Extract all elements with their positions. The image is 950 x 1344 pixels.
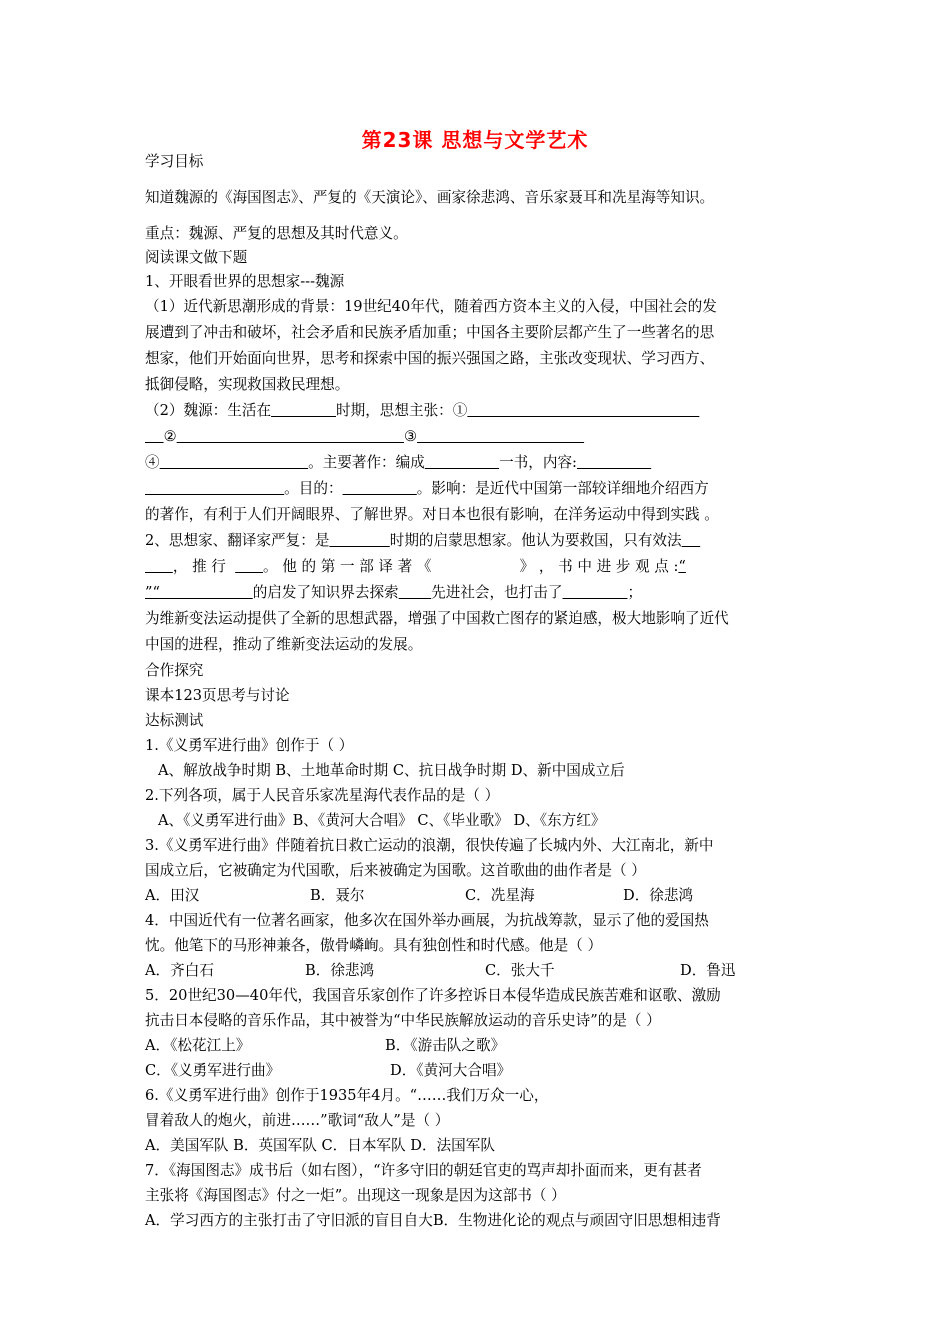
option-a: A．齐白石 <box>145 962 214 979</box>
question-stem: 抗击日本侵略的音乐作品，其中被誉为“中华民族解放运动的音乐史诗”的是（ ） <box>145 1012 661 1029</box>
text-segment: 。目的： <box>284 480 343 497</box>
fill-blank[interactable] <box>417 428 584 445</box>
fill-blank[interactable] <box>160 584 253 601</box>
fill-blank[interactable] <box>577 454 651 471</box>
q2-yanfu-line: 中国的进程，推动了维新变法运动的发展。 <box>145 636 423 653</box>
question-stem: 冒着敌人的炮火，前进……”歌词“敌人”是（ ） <box>145 1112 450 1129</box>
fill-blank[interactable] <box>235 558 263 575</box>
question-stem: 4．中国近代有一位著名画家，他多次在国外举办画展，为抗战筹款，显示了他的爱国热 <box>145 912 709 929</box>
q1-background-line: （1）近代新思潮形成的背景：19世纪40年代，随着西方资本主义的入侵，中国社会的发 <box>145 298 717 315</box>
question-stem: 国成立后，它被确定为代国歌，后来被确定为国歌。这首歌曲的曲作者是（ ） <box>145 862 646 879</box>
objectives-text: 知道魏源的《海国图志》、严复的《天演论》、画家徐悲鸿、音乐家聂耳和冼星海等知识。 <box>145 189 715 206</box>
text-segment: 一书，内容: <box>499 454 577 471</box>
option-a: A．《松花江上》 <box>145 1037 251 1054</box>
option-c: C．张大千 <box>485 962 555 979</box>
test-heading: 达标测试 <box>145 712 204 729</box>
question-stem: 3.《义勇军进行曲》伴随着抗日救亡运动的浪潮，很快传遍了长城内外、大江南北，新中 <box>145 837 714 854</box>
option-c: C．《义勇军进行曲》 <box>145 1062 281 1079</box>
q1-background-line: 抵御侵略，实现救国救民理想。 <box>145 376 350 393</box>
option-d: D．《黄河大合唱》 <box>390 1062 512 1079</box>
coop-text: 课本123页思考与讨论 <box>145 687 290 704</box>
option-a: A．田汉 <box>145 887 200 904</box>
option-b: B．聂尔 <box>310 887 365 904</box>
key-points: 重点：魏源、严复的思想及其时代意义。 <box>145 225 408 242</box>
fill-blank[interactable] <box>145 558 173 575</box>
fill-blank[interactable] <box>682 532 701 549</box>
text-segment: ② <box>163 428 177 445</box>
reading-heading: 阅读课文做下题 <box>145 249 248 266</box>
fill-blank[interactable] <box>343 480 417 497</box>
q1-weiyuan-line <box>145 453 815 473</box>
option-b: B．徐悲鸿 <box>305 962 375 979</box>
objectives-heading: 学习目标 <box>145 153 204 170</box>
question-stem: 5．20世纪30—40年代，我国音乐家创作了许多控诉日本侵华造成民族苦难和讴歌、激励 <box>145 987 721 1004</box>
q1-weiyuan-line: 的著作，有利于人们开阔眼界、了解世界。对日本也很有影响，在洋务运动中得到实践 。 <box>145 506 719 523</box>
question-stem: 忱。他笔下的马形神兼各，傲骨嶙峋。具有独创性和时代感。他是（ ） <box>145 937 603 954</box>
page-title: 第23课 思想与文学艺术 <box>361 128 589 152</box>
text-segment: ， 推 行 <box>172 558 226 575</box>
q1-weiyuan-line <box>145 401 815 421</box>
text-segment: ③ <box>403 428 418 445</box>
fill-blank[interactable] <box>145 428 164 445</box>
fill-blank[interactable] <box>145 480 284 497</box>
fill-blank[interactable] <box>425 454 499 471</box>
fill-blank[interactable] <box>399 584 431 601</box>
q1-weiyuan-line <box>145 427 815 447</box>
text-segment: 。影响：是近代中国第一部较详细地介绍西方 <box>416 480 709 497</box>
fill-blank[interactable] <box>467 402 699 419</box>
fill-blank[interactable] <box>271 402 336 419</box>
option-d: D．徐悲鸿 <box>623 887 694 904</box>
question-stem: 1.《义勇军进行曲》创作于（ ） <box>145 737 354 754</box>
q2-yanfu-line: 为维新变法运动提供了全新的思想武器，增强了中国救亡图存的紧迫感，极大地影响了近代 <box>145 610 729 627</box>
fill-blank[interactable] <box>563 584 628 601</box>
text-segment: 。主要著作：编成 <box>308 454 425 471</box>
q1-weiyuan-line <box>145 479 815 499</box>
question-stem: 6.《义勇军进行曲》创作于1935年4月。“……我们万众一心， <box>145 1087 549 1104</box>
text-segment: 2、思想家、翻译家严复：是 <box>145 532 330 549</box>
fill-blank[interactable] <box>177 428 404 445</box>
option-b: B．《游击队之歌》 <box>385 1037 506 1054</box>
text-segment: 先进社会，也打击了 <box>431 584 563 601</box>
question-options: A．学习西方的主张打击了守旧派的盲目自大B．生物进化论的观点与顽固守旧思想相违背 <box>145 1212 721 1229</box>
question-stem: 主张将《海国图志》付之一炬”。出现这一现象是因为这部书（ ） <box>145 1187 566 1204</box>
text-segment: 时期的启蒙思想家。他认为要救国，只有效法 <box>389 532 682 549</box>
option-d: D．鲁迅 <box>680 962 736 979</box>
text-segment: 时期，思想主张：① <box>336 402 468 419</box>
question-stem: 7．《海国图志》成书后（如右图），“许多守旧的朝廷官吏的骂声却扑面而来，更有甚者 <box>145 1162 702 1179</box>
option-c: C．冼星海 <box>465 887 535 904</box>
q1-heading: 1、开眼看世界的思想家---魏源 <box>145 273 345 290</box>
q2-yanfu-line: ， 推 行 。 他 的 第 一 部 译 著 《 》 ， 书 中 进 步 观 点 :“ <box>145 557 815 577</box>
text-segment: ④ <box>145 454 160 471</box>
q1-background-line: 想家，他们开始面向世界，思考和探索中国的振兴强国之路，主张改变现状、学习西方、 <box>145 350 715 367</box>
text-segment: 》 ， 书 中 进 步 观 点 : <box>519 558 679 575</box>
text-segment: 。 他 的 第 一 部 译 著 《 <box>263 558 432 575</box>
text-segment: 的启发了知识界去探索 <box>252 584 399 601</box>
q1-background-line: 展遭到了冲击和破坏，社会矛盾和民族矛盾加重；中国各主要阶层都产生了一些著名的思 <box>145 324 715 341</box>
fill-blank[interactable] <box>329 532 389 549</box>
fill-blank[interactable] <box>160 454 308 471</box>
text-segment: （2）魏源：生活在 <box>145 402 272 419</box>
question-options: A、解放战争时期 B、土地革命时期 C、抗日战争时期 D、新中国成立后 <box>158 762 625 779</box>
q2-yanfu-line: ”“ 的启发了知识界去探索 先进社会，也打击了 ； <box>145 584 643 601</box>
question-options: A．美国军队 B．英国军队 C．日本军队 D．法国军队 <box>145 1137 495 1154</box>
question-options: A、《义勇军进行曲》B、《黄河大合唱》 C、《毕业歌》 D、《东方红》 <box>158 812 606 829</box>
q2-yanfu-line <box>145 531 815 551</box>
question-stem: 2.下列各项，属于人民音乐家冼星海代表作品的是（ ） <box>145 787 500 804</box>
coop-heading: 合作探究 <box>145 662 204 679</box>
